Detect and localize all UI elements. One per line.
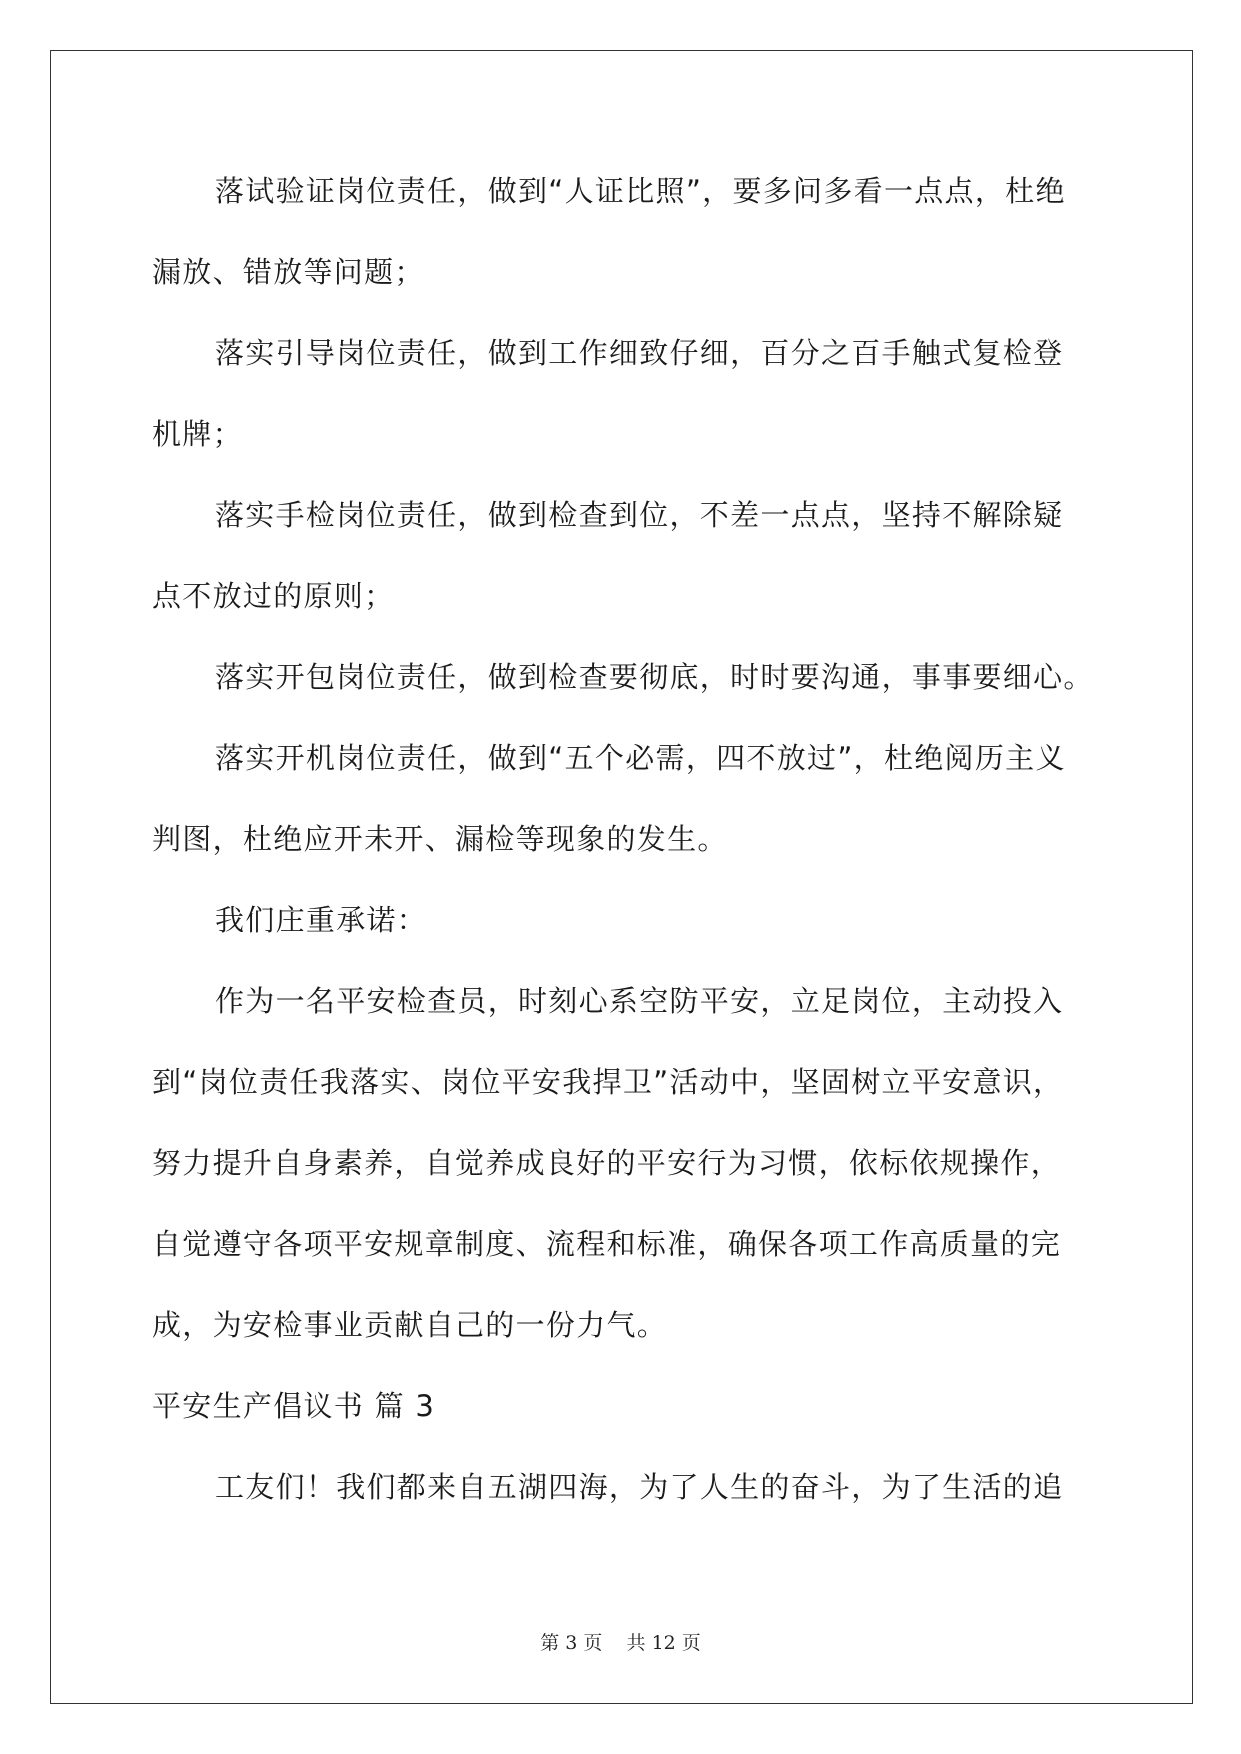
- page-number: 第 3 页: [540, 1632, 603, 1654]
- text-line-8: 落实开机岗位责任，做到“五个必需，四不放过”，杜绝阅历主义: [215, 741, 1066, 775]
- text-line-2: 漏放、错放等问题；: [152, 255, 425, 289]
- text-line-6: 点不放过的原则；: [152, 579, 395, 613]
- text-line-5: 落实手检岗位责任，做到检查到位，不差一点点，坚持不解除疑: [215, 498, 1064, 532]
- text-line-7: 落实开包岗位责任，做到检查要彻底，时时要沟通，事事要细心。: [215, 660, 1094, 694]
- text-line-13: 努力提升自身素养，自觉养成良好的平安行为习惯，依标依规操作，: [152, 1146, 1062, 1180]
- text-line-3: 落实引导岗位责任，做到工作细致仔细，百分之百手触式复检登: [215, 336, 1064, 370]
- text-line-17: 工友们！我们都来自五湖四海，为了人生的奋斗，为了生活的追: [215, 1470, 1064, 1504]
- text-line-10: 我们庄重承诺：: [215, 903, 428, 937]
- section-heading: 平安生产倡议书 篇 3: [152, 1389, 436, 1423]
- document-body: [152, 160, 1092, 1537]
- text-line-12: 到“岗位责任我落实、岗位平安我捍卫”活动中，坚固树立平安意识，: [152, 1065, 1064, 1099]
- text-line-9: 判图，杜绝应开未开、漏检等现象的发生。: [152, 822, 728, 856]
- text-line-1: 落试验证岗位责任，做到“人证比照”，要多问多看一点点，杜绝: [215, 174, 1066, 208]
- footer-spacer: [602, 1632, 626, 1654]
- text-line-14: 自觉遵守各项平安规章制度、流程和标准，确保各项工作高质量的完: [152, 1227, 1062, 1261]
- text-line-11: 作为一名平安检查员，时刻心系空防平安，立足岗位，主动投入: [215, 984, 1064, 1018]
- text-line-15: 成，为安检事业贡献自己的一份力气。: [152, 1308, 668, 1342]
- text-line-4: 机牌；: [152, 417, 243, 451]
- page-total: 共 12 页: [626, 1632, 701, 1654]
- page-footer: [0, 1628, 1241, 1655]
